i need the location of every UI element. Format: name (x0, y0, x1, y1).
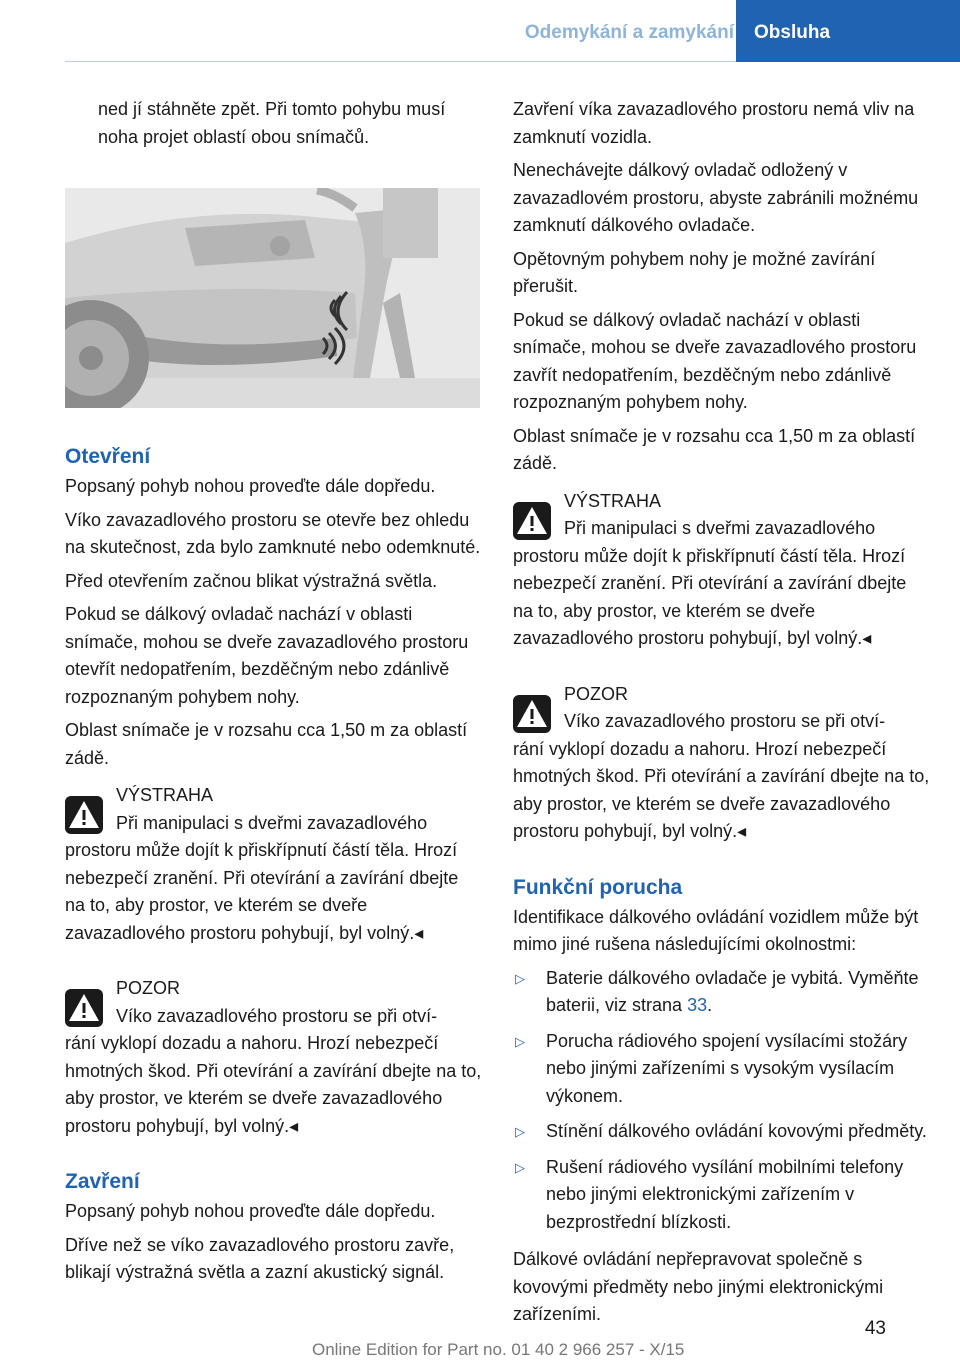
closing-paragraph: Dálkové ovládání nepřepravovat společně s kovovými předměty nebo jinými elektronickými zařízeními. (513, 1249, 884, 1324)
open-paragraph-5: Oblast snímače je v rozsahu cca 1,50 m za oblastí zádě. (65, 720, 468, 768)
list-item-end: . (707, 995, 713, 1015)
list-item (513, 1154, 931, 1237)
edition-text: Online Edition for Part no. 01 40 2 966 257 - X/15 (312, 1340, 685, 1359)
list-item-text: Rušení rádiového vysílání mobilními telefony nebo jinými elektronickými zařízením v bezprostřední blízkosti. (546, 1156, 904, 1232)
page-header (0, 0, 960, 62)
caution-text: rání vyklopí dozadu a nahoru. Hrozí nebezpečí hmotných škod. Při otevírání a zavírání dbejte na to, aby prostor, ve kterém se dveře zavazadlového prostoru pohybují, byl volný.◂ (513, 738, 930, 841)
fault-intro: Identifikace dálkového ovládání vozidlem může být mimo jiné rušena následujícími okolnostmi: (513, 906, 919, 954)
trunk-foot-sensor-illustration (65, 188, 480, 408)
page-link[interactable]: 33 (687, 995, 708, 1015)
close-heading: Zavření (65, 1170, 140, 1193)
open-paragraph-4: Pokud se dálkový ovladač nachází v oblasti snímače, mohou se dveře zavazadlového prostoru otevřít nedopatřením, bezděčným nebo zdánlivě rozpoznaným pohybem nohy. (65, 604, 469, 707)
warning-text: prostoru může dojít k přiskřípnutí částí těla. Hrozí nebezpečí zranění. Při otevírání a zavírání dbejte na to, aby prostor, ve kterém se dveře zavazadlového prostoru pohybují, byl volný.◂ (65, 840, 459, 943)
list-item-text: Porucha rádiového spojení vysílacími stožáry nebo jinými zařízeními s vysokým vysílacím výkonem. (546, 1030, 908, 1106)
open-paragraph-2: Víko zavazadlového prostoru se otevře bez ohledu na skutečnost, zda bylo zamknuté nebo odemknuté. (65, 509, 481, 557)
page-footer (0, 1318, 960, 1362)
right-paragraph-4: Pokud se dálkový ovladač nachází v oblasti snímače, mohou se dveře zavazadlového prostoru zavřít nedopatřením, bezděčným nebo zdánlivě rozpoznaným pohybem nohy. (513, 309, 917, 412)
warning-icon (65, 796, 103, 834)
open-paragraph-3: Před otevřením začnou blikat výstražná světla. (65, 570, 438, 591)
bullet-triangle-icon: ▷ (515, 1033, 525, 1049)
caution-icon (513, 695, 551, 733)
caution-first-line: Víko zavazadlového prostoru se při otví- (564, 711, 886, 731)
list-item-text: Stínění dálkového ovládání kovovými předměty. (546, 1121, 927, 1141)
close-paragraph-2: Dříve než se víko zavazadlového prostoru zavře, blikají výstražná světla a zazní akustický signál. (65, 1234, 455, 1282)
warning-first-line: Při manipulaci s dveřmi zavazadlového (116, 812, 428, 833)
chapter-tab: Obsluha (736, 0, 960, 62)
right-paragraph-3: Opětovným pohybem nohy je možné zavírání přerušit. (513, 248, 876, 296)
illustration-svg (65, 188, 480, 408)
warning-text: prostoru může dojít k přiskřípnutí částí těla. Hrozí nebezpečí zranění. Při otevírání a zavírání dbejte na to, aby prostor, ve kterém se dveře zavazadlového prostoru pohybují, byl volný.◂ (513, 545, 907, 648)
warning-icon (513, 502, 551, 540)
caution-title: POZOR (116, 978, 181, 998)
list-item (513, 1028, 931, 1111)
left-column (65, 96, 483, 1293)
warning-title: VÝSTRAHA (564, 490, 662, 511)
bullet-triangle-icon: ▷ (515, 1159, 525, 1175)
caution-note (65, 975, 483, 1140)
caution-first-line: Víko zavazadlového prostoru se při otví- (116, 1005, 438, 1026)
right-column (513, 96, 931, 1335)
intro-paragraph: ned jí stáhněte zpět. Při tomto pohybu musí noha projet oblastí obou snímačů. (98, 99, 446, 147)
list-item (513, 1118, 931, 1146)
caution-text: rání vyklopí dozadu a nahoru. Hrozí nebezpečí hmotných škod. Při otevírání a zavírání dbejte na to, aby prostor, ve kterém se dveře zavazadlového prostoru pohybují, byl volný.◂ (65, 1033, 482, 1136)
list-item (513, 965, 931, 1020)
open-paragraph-1: Popsaný pohyb nohou proveďte dále dopředu. (65, 476, 436, 496)
header-rule (65, 61, 736, 62)
warning-first-line: Při manipulaci s dveřmi zavazadlového (564, 518, 876, 538)
caution-note (513, 681, 931, 846)
fault-list (513, 965, 931, 1237)
open-heading: Otevření (65, 445, 151, 468)
bullet-triangle-icon: ▷ (515, 1124, 525, 1139)
bullet-triangle-icon: ▷ (515, 970, 525, 986)
warning-title: VÝSTRAHA (116, 785, 214, 805)
right-paragraph-5: Oblast snímače je v rozsahu cca 1,50 m za oblastí zádě. (513, 425, 916, 473)
section-title: Odemykání a zamykání (524, 22, 734, 43)
fault-heading: Funkční porucha (513, 875, 683, 899)
warning-note (513, 488, 931, 653)
caution-title: POZOR (564, 683, 629, 704)
list-item-text: Baterie dálkového ovladače je vybitá. Vyměňte baterii, viz strana (546, 967, 919, 1015)
warning-note (65, 782, 483, 947)
right-paragraph-1: Zavření víka zavazadlového prostoru nemá vliv na zamknutí vozidla. (513, 99, 915, 147)
page-number: 43 (864, 1318, 886, 1339)
caution-icon (65, 989, 103, 1027)
close-paragraph-1: Popsaný pohyb nohou proveďte dále dopředu. (65, 1201, 436, 1221)
right-paragraph-2: Nenechávejte dálkový ovladač odložený v zavazadlovém prostoru, abyste zabránili možnému zamknutí dálkového ovladače. (513, 160, 919, 235)
